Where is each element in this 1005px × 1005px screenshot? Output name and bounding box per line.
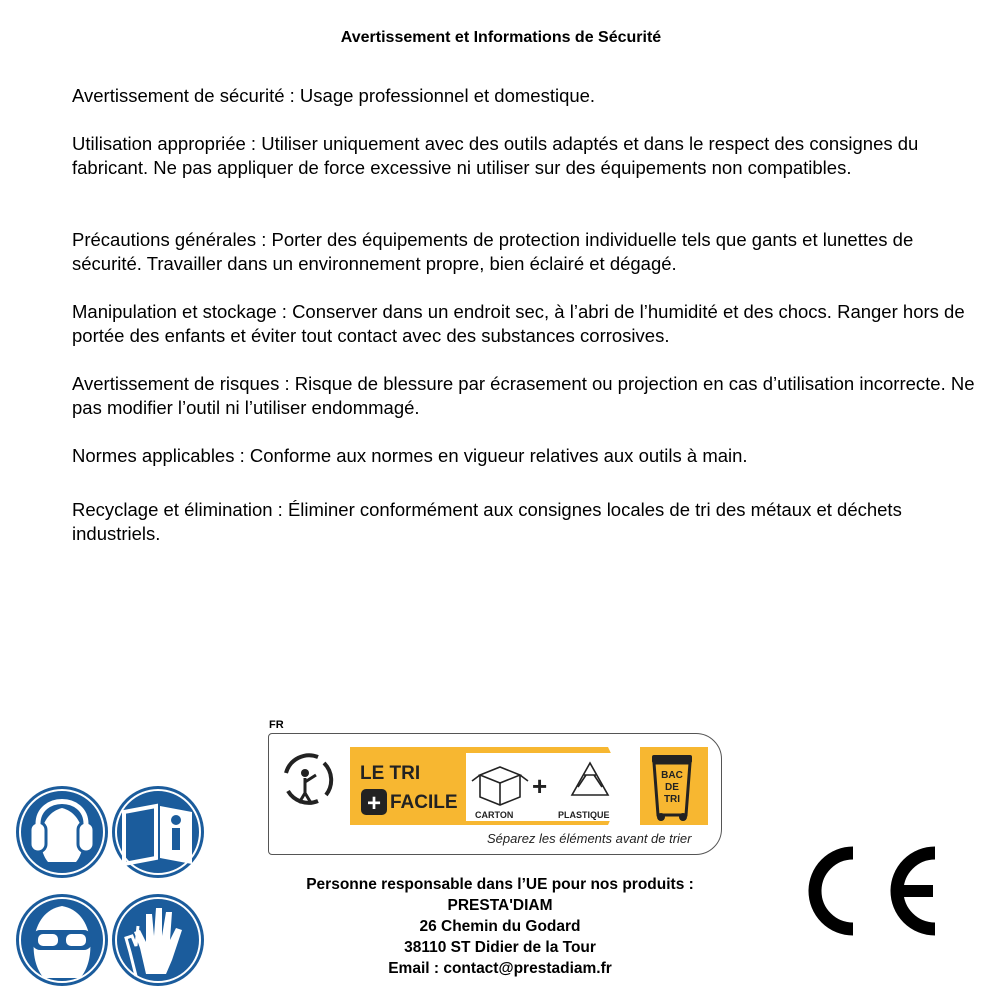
bin-line2: DE bbox=[665, 782, 679, 793]
triman-graphic bbox=[268, 733, 722, 833]
item-plus: + bbox=[532, 771, 548, 801]
bin-line3: TRI bbox=[663, 794, 681, 805]
responsible-heading: Personne responsable dans l’UE pour nos produits : bbox=[306, 876, 694, 893]
tri-line1: LE TRI bbox=[360, 763, 421, 784]
triman-icon bbox=[286, 755, 331, 803]
item-plastique: PLASTIQUE bbox=[558, 810, 610, 820]
read-manual-icon bbox=[110, 784, 206, 880]
city-address: 38110 ST Didier de la Tour bbox=[404, 939, 596, 956]
bin-line1: BAC bbox=[661, 770, 683, 781]
paragraph-usage: Utilisation appropriée : Utiliser uniquement avec des outils adaptés et dans le respect des consignes du fabricant. Ne pas appliquer de force excessive ni utiliser sur des équipements non compatibles. bbox=[72, 133, 919, 178]
paragraph-standards: Normes applicables : Conforme aux normes en vigueur relatives aux outils à main. bbox=[72, 445, 748, 466]
paragraph-recycling: Recyclage et élimination : Éliminer conformément aux consignes locales de tri des métaux et déchets industriels. bbox=[72, 499, 902, 544]
paragraph-warning: Avertissement de sécurité : Usage professionnel et domestique. bbox=[72, 85, 596, 106]
tri-line2: FACILE bbox=[390, 792, 458, 813]
paragraph-precautions: Précautions générales : Porter des équipements de protection individuelle tels que gants et lunettes de sécurité. Travailler dans un environnement propre, bien éclairé et dégagé. bbox=[72, 229, 914, 274]
gloves-icon bbox=[110, 892, 206, 988]
responsible-person bbox=[230, 874, 770, 979]
tri-plus-badge: + bbox=[367, 790, 382, 817]
paragraph-handling: Manipulation et stockage : Conserver dans un endroit sec, à l’abri de l’humidité et des chocs. Ranger hors de portée des enfants et éviter tout contact avec des substances corrosives. bbox=[72, 301, 965, 346]
page-title: Avertissement et Informations de Sécurité bbox=[340, 29, 662, 46]
ce-mark-icon bbox=[795, 841, 945, 941]
country-code: FR bbox=[269, 719, 284, 731]
item-carton: CARTON bbox=[475, 810, 514, 820]
paragraph-risks: Avertissement de risques : Risque de blessure par écrasement ou projection en cas d’utilisation incorrecte. Ne pas modifier l’outil ni l’utiliser endommagé. bbox=[72, 373, 975, 418]
street-address: 26 Chemin du Godard bbox=[419, 918, 581, 935]
email-address: Email : contact@prestadiam.fr bbox=[388, 960, 612, 977]
eye-protection-icon bbox=[14, 892, 110, 988]
ear-protection-icon bbox=[14, 784, 110, 880]
company-name: PRESTA'DIAM bbox=[447, 897, 553, 914]
triman-caption: Séparez les éléments avant de trier bbox=[487, 831, 692, 846]
